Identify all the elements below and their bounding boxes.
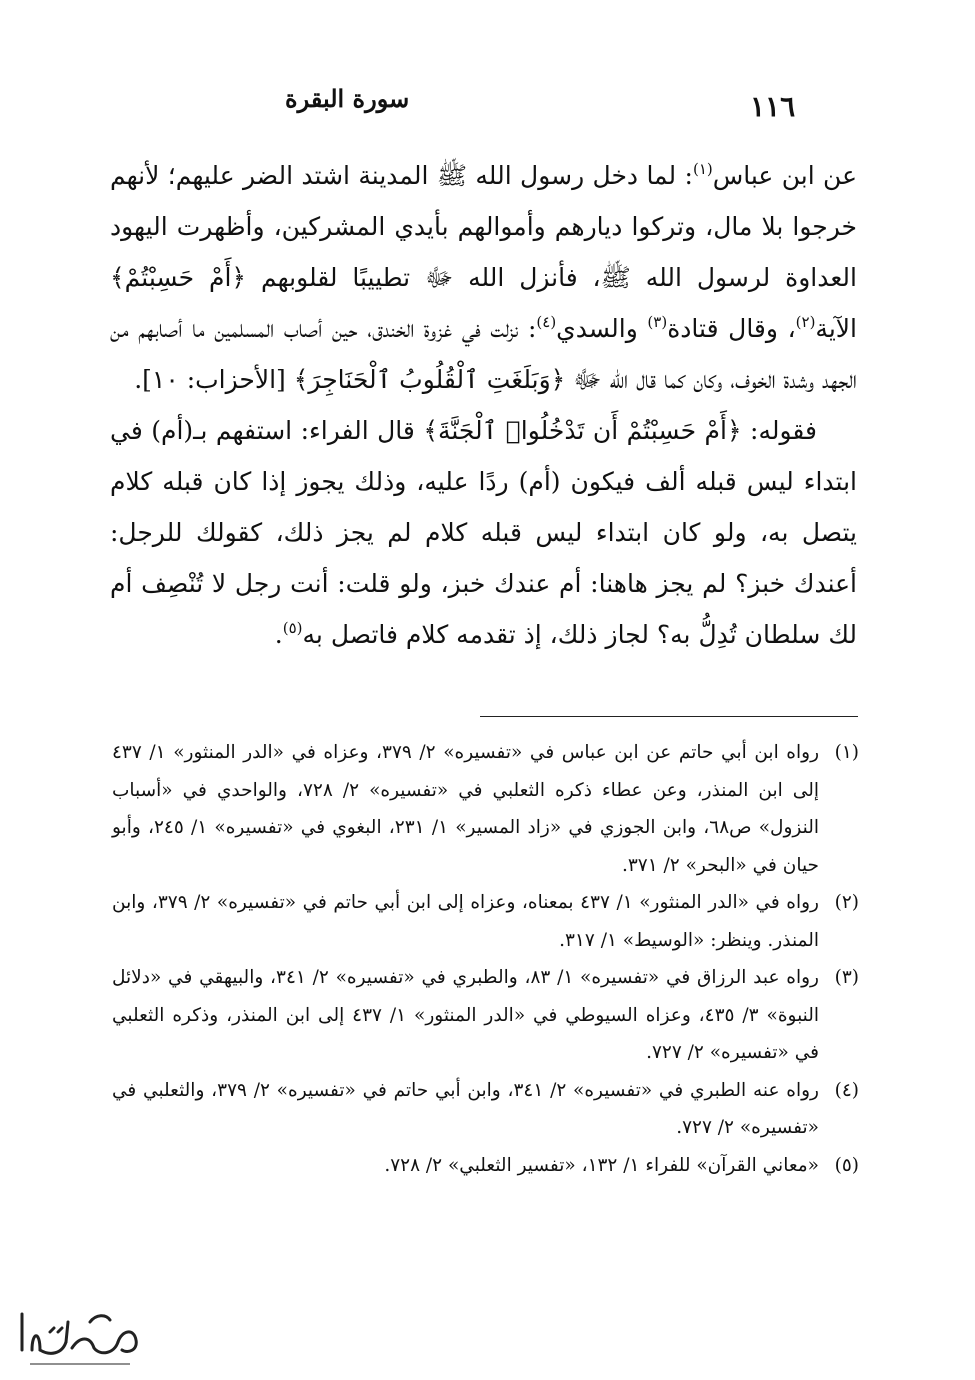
text-run: ، وقال قتادة (667, 314, 796, 343)
paragraph-2 (110, 405, 857, 660)
text-run: عن ابن عباس (712, 161, 857, 190)
page-header (110, 76, 865, 136)
text-run: والسدي (556, 314, 648, 343)
footnote-4 (112, 1072, 859, 1147)
text-run: . (274, 620, 283, 649)
quran-verse: ﴿أَمْ حَسِبْتُمْ أَن تَدْخُلُوا۟ ٱلْجَنَّةَ﴾ (423, 416, 742, 445)
footnote-ref-1: (١) (692, 160, 713, 178)
footnote-3 (112, 959, 859, 1072)
text-run: [الأحزاب: ١٠]. (134, 365, 294, 394)
footnote-text: «معاني القرآن» للفراء ١/ ١٣٢، «تفسير الثعلبي» ٢/ ٧٢٨. (384, 1154, 819, 1176)
footnote-text: رواه في «الدر المنثور» ١/ ٤٣٧ بمعناه، وعزاه إلى ابن أبي حاتم في «تفسيره» ٢/ ٣٧٩، وابن المنذر. وينظر: «الوسيط» ١/ ٣١٧. (112, 892, 819, 951)
surah-title: سورة البقرة (285, 84, 410, 113)
footnote-number: (٥) (834, 1154, 859, 1176)
footnote-1 (112, 734, 859, 884)
text-run: : لما دخل رسول الله ﷺ المدينة اشتد الضر عليهم؛ لأنهم خرجوا بلا مال، وتركوا ديارهم وأموالهم بأيدي المشركين، وأظهرت اليهود العداوة لرسول الله ﷺ، فأنزل الله ﷻ تطييبًا لقلوبهم (110, 161, 857, 292)
publisher-logo (10, 1292, 150, 1372)
quran-verse: ﴿وَبَلَغَتِ ٱلْقُلُوبُ ٱلْحَنَاجِرَ﴾ (293, 365, 566, 394)
footnote-ref-2: (٢) (795, 313, 816, 331)
text-run: قال الفراء: استفهم بـ(أم) في ابتداء ليس قبله ألف فيكون (أم) ردًا عليه، وذلك يجوز إذا كان قبله كلام يتصل به، ولو كان ابتداء ليس قبله كلام لم يجز ذلك، كقولك للرجل: أعندك خبز؟ لم يجز هاهنا: أم عندك خبز، ولو قلت: أنت رجل لا تُنْصِف أم لك سلطان تُدِلُّ به؟ لجاز ذلك، إذ تقدمه كلام فاتصل به (110, 416, 857, 649)
paragraph-1 (110, 150, 857, 405)
footnote-5 (112, 1147, 859, 1185)
footnotes (112, 734, 859, 1184)
text-run: الآية (815, 314, 857, 343)
footnote-text: رواه عنه الطبري في «تفسيره» ٢/ ٣٤١، وابن أبي حاتم في «تفسيره» ٢/ ٣٧٩، والثعلبي في «تفسيره» ٢/ ٧٢٧. (112, 1079, 819, 1138)
footnote-number: (١) (834, 742, 859, 763)
footnote-2 (112, 884, 859, 959)
footnote-divider (480, 716, 858, 717)
main-text (110, 150, 857, 660)
footnote-text: رواه عبد الرزاق في «تفسيره» ١/ ٨٣، والطبري في «تفسيره» ٢/ ٣٤١، والبيهقي في «دلائل النبوة» ٣/ ٤٣٥، وعزاه السيوطي في «الدر المنثور» ١/ ٤٣٧ إلى ابن المنذر، وذكره الثعلبي في «تفسيره» ٢/ ٧٢٧. (112, 967, 820, 1063)
text-run: : نزلت في غزوة الخندق، حين أصاب المسلمين ما أصابهم من الجهد وشدة الخوف، وكان كما قال الله ﷻ (110, 314, 857, 394)
footnote-ref-3: (٣) (647, 313, 668, 331)
footnote-number: (٣) (834, 967, 859, 988)
footnote-ref-4: (٤) (536, 313, 557, 331)
footnote-number: (٢) (834, 892, 859, 913)
footnote-number: (٤) (834, 1079, 859, 1101)
footnote-text: رواه ابن أبي حاتم عن ابن عباس في «تفسيره» ٢/ ٣٧٩، وعزاه في «الدر المنثور» ١/ ٤٣٧ إلى ابن المنذر، وعن عطاء ذكره الثعلبي في «تفسيره» ٢/ ٧٢٨، والواحدي في «أسباب النزول» ص٦٨، وابن الجوزي في «زاد المسير» ١/ ٢٣١، البغوي في «تفسيره» ١/ ٢٤٥، وأبو حيان في «البحر» ٢/ ٣٧١. (112, 742, 820, 876)
page-number: ١١٦ (750, 90, 796, 123)
footnote-ref-5: (٥) (282, 619, 303, 637)
text-run: فقوله: (741, 416, 818, 445)
quran-verse: ﴿أَمْ حَسِبْتُمْ﴾ (110, 263, 247, 292)
